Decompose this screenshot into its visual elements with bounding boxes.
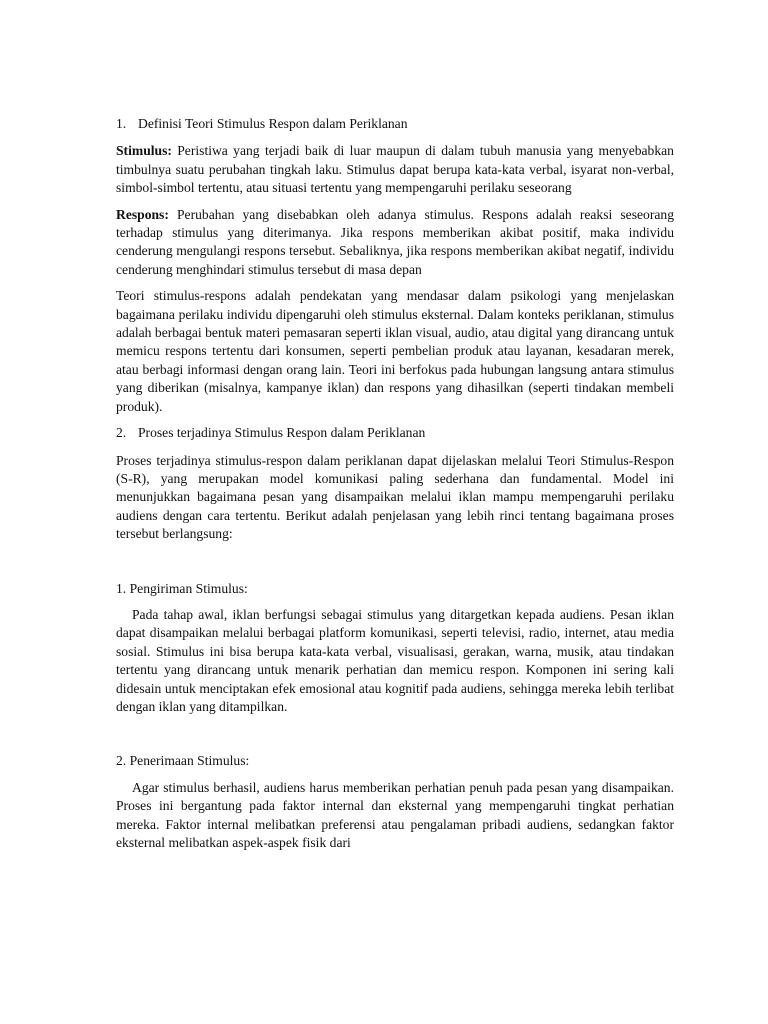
respons-paragraph <box>116 206 674 280</box>
teori-paragraph: Teori stimulus-respons adalah pendekatan yang mendasar dalam psikologi yang menjelaskan bagaimana perilaku individu dipengaruhi oleh stimulus eksternal. Dalam konteks periklanan, stimulus adalah berbagai bentuk materi pemasaran seperti iklan visual, audio, atau digital yang dirancang untuk memicu respons tertentu dari konsumen, seperti pembelian produk atau layanan, kesadaran merek, atau berbagi informasi dengan orang lain. Teori ini berfokus pada hubungan langsung antara stimulus yang diberikan (misalnya, kampanye iklan) dan respons yang dihasilkan (seperti tindakan membeli produk). <box>116 288 674 414</box>
penerimaan-paragraph: Agar stimulus berhasil, audiens harus memberikan perhatian penuh pada pesan yang disampaikan. Proses ini bergantung pada faktor internal dan eksternal yang mempengaruhi tingkat perhatian mereka. Faktor internal melibatkan preferensi atau pengalaman pribadi audiens, sedangkan faktor eksternal melibatkan aspek-aspek fisik dari <box>116 779 674 850</box>
section-2-number: 2. <box>116 425 127 441</box>
document-body <box>116 115 674 860</box>
pengiriman-heading: 1. Pengiriman Stimulus: <box>116 580 248 596</box>
pengiriman-paragraph: Pada tahap awal, iklan berfungsi sebagai stimulus yang ditargetkan kepada audiens. Pesan iklan dapat disampaikan melalui berbagai platform komunikasi, seperti televisi, radio, internet, atau media sosial. Stimulus ini bisa berupa kata-kata verbal, visualisasi, gerakan, warna, musik, atau tindakan tertentu yang dirancang untuk menarik perhatian dan memicu respon. Komponen ini sering kali didesain untuk menciptakan efek emosional atau kognitif pada audiens, sehingga mereka lebih terlibat dengan iklan yang ditampilkan. <box>116 606 674 714</box>
section-2-title: Proses terjadinya Stimulus Respon dalam Periklanan <box>138 425 426 441</box>
section-1-heading <box>116 115 674 133</box>
penerimaan-heading: 2. Penerimaan Stimulus: <box>116 753 250 769</box>
stimulus-paragraph <box>116 142 674 197</box>
stimulus-term: Stimulus: <box>116 143 172 159</box>
section-1-title: Definisi Teori Stimulus Respon dalam Periklanan <box>138 116 408 131</box>
spacer <box>116 552 674 580</box>
respons-term: Respons: <box>116 206 169 222</box>
section-2-heading <box>116 424 674 442</box>
section-1-number: 1. <box>116 116 127 131</box>
spacer <box>116 724 674 752</box>
stimulus-definition: Peristiwa yang terjadi baik di luar maupun di dalam tubuh manusia yang menyebabkan timbulnya suatu perubahan tingkah laku. Stimulus dapat berupa kata-kata verbal, isyarat non-verbal, simbol-simbol tertentu, atau situasi tertentu yang mempengaruhi perilaku seseorang <box>116 143 674 196</box>
proses-paragraph: Proses terjadinya stimulus-respon dalam periklanan dapat dijelaskan melalui Teori Stimulus-Respon (S-R), yang merupakan model komunikasi paling sederhana dan fundamental. Model ini menunjukkan bagaimana pesan yang disampaikan melalui iklan mampu mempengaruhi perilaku audiens dengan cara tertentu. Berikut adalah penjelasan yang lebih rinci tentang bagaimana proses tersebut berlangsung: <box>116 452 674 542</box>
respons-definition: Perubahan yang disebabkan oleh adanya stimulus. Respons adalah reaksi seseorang terhadap stimulus yang diterimanya. Jika respons memberikan akibat positif, maka individu cenderung mengulangi respons tersebut. Sebaliknya, jika respons memberikan akibat negatif, individu cenderung menghindari stimulus tersebut di masa depan <box>116 206 674 277</box>
